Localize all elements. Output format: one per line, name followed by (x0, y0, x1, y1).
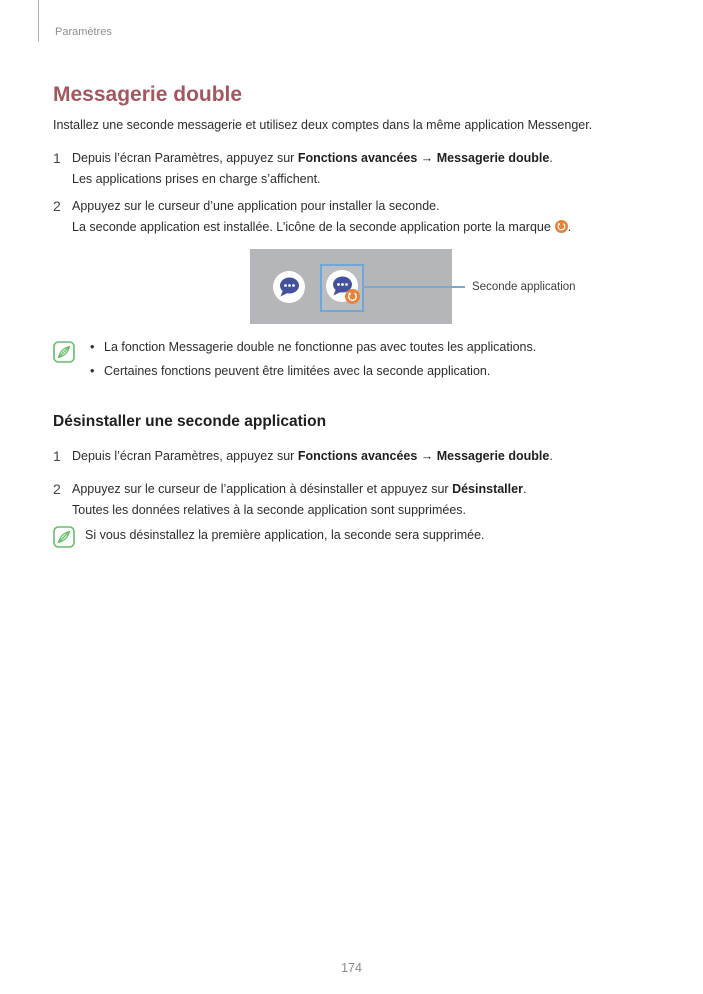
note-bullet-list (89, 340, 653, 388)
step-text: . (549, 449, 553, 463)
step-body (72, 446, 653, 467)
note-text: Si vous désinstallez la première application, la seconde sera supprimée. (85, 528, 485, 542)
dual-messenger-badge-icon (555, 220, 568, 233)
note-bullet: • La fonction Messagerie double ne fonctionne pas avec toutes les applications. (89, 340, 653, 355)
callout-line (362, 286, 465, 288)
messenger-second-app-icon (326, 270, 358, 302)
header-divider (38, 0, 39, 42)
step-body (72, 196, 653, 238)
uninstall-step-2 (53, 479, 653, 521)
step-line: Les applications prises en charge s’affichent. (72, 172, 321, 186)
step-line: Toutes les données relatives à la seconde application sont supprimées. (72, 503, 466, 517)
arrow-glyph: → (417, 151, 437, 165)
step-line (72, 479, 653, 500)
step-number: 1 (53, 448, 61, 464)
step-body (72, 479, 653, 521)
step-line (72, 217, 653, 238)
note-bullet: • Certaines fonctions peuvent être limitées avec la seconde application. (89, 364, 653, 379)
step-number: 1 (53, 150, 61, 166)
menu-path-bold: Désinstaller (452, 482, 523, 496)
callout-label: Seconde application (472, 281, 576, 293)
intro-paragraph: Installez une seconde messagerie et utilisez deux comptes dans la même application Messenger. (53, 118, 593, 132)
figure-dual-messenger (53, 249, 653, 324)
note-block-2 (53, 525, 653, 548)
page-content (0, 84, 703, 548)
note-leaf-icon (53, 526, 75, 548)
step-text: La seconde application est installée. L’icône de la seconde application porte la marque (72, 220, 551, 234)
messenger-app-icon (273, 271, 305, 303)
page-footer (0, 961, 703, 975)
page-title: Messagerie double (53, 83, 243, 106)
breadcrumb: Paramètres (55, 26, 112, 38)
menu-path-bold: Messagerie double (436, 151, 550, 165)
step-1 (53, 148, 653, 190)
step-line (72, 148, 653, 169)
menu-path-bold: Messagerie double (436, 449, 550, 463)
step-body (72, 148, 653, 190)
step-text: . (567, 220, 572, 234)
step-number: 2 (53, 481, 61, 497)
step-line (72, 446, 653, 467)
step-text: Depuis l’écran Paramètres, appuyez sur (72, 449, 298, 463)
step-text: . (522, 482, 527, 496)
page-header (0, 0, 703, 55)
dual-messenger-badge-icon (345, 289, 360, 304)
uninstall-step-1 (53, 446, 653, 467)
step-line: Appuyez sur le curseur d’une application pour installer la seconde. (72, 199, 440, 213)
menu-path-bold: Fonctions avancées (297, 151, 418, 165)
step-text: Appuyez sur le curseur de l’application à désinstaller et appuyez sur (72, 482, 453, 496)
section-heading: Désinstaller une seconde application (53, 413, 327, 430)
step-number: 2 (53, 198, 61, 214)
arrow-glyph: → (417, 449, 437, 463)
step-2 (53, 196, 653, 238)
note-block-1 (53, 340, 653, 388)
step-text: . (549, 151, 553, 165)
step-text: Depuis l’écran Paramètres, appuyez sur (72, 151, 298, 165)
note-leaf-icon (53, 341, 75, 363)
page-number: 174 (341, 961, 362, 975)
menu-path-bold: Fonctions avancées (297, 449, 418, 463)
